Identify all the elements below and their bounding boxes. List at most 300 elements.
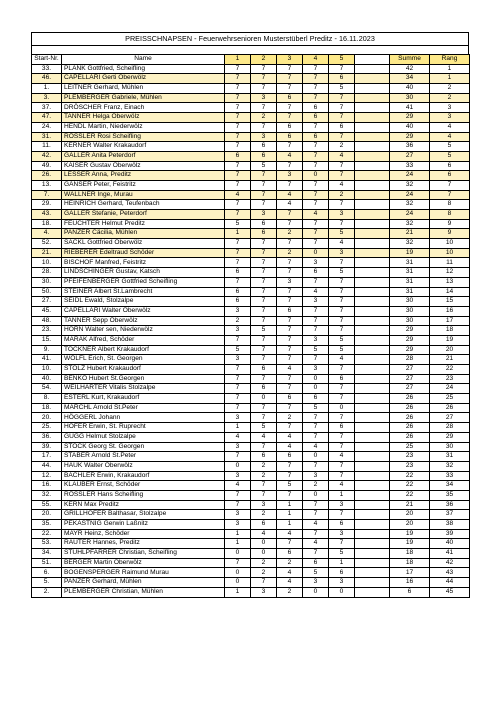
table-row [32, 239, 470, 249]
round-3-cell: 4 [277, 529, 303, 539]
table-row [32, 452, 470, 462]
start-number-cell: 53. [32, 539, 62, 549]
player-name-cell: PANZER Cäcilia, Mühlen [62, 229, 225, 239]
blank-cell [355, 64, 390, 74]
round-4-cell: 7 [303, 316, 329, 326]
player-name-cell: HENDL Martin, Niederwölz [62, 122, 225, 132]
rank-cell: 10 [430, 239, 470, 249]
rank-cell: 16 [430, 306, 470, 316]
round-4-cell: 6 [303, 558, 329, 568]
round-5-cell: 7 [329, 384, 355, 394]
round-5-cell: 6 [329, 568, 355, 578]
blank-cell [355, 471, 390, 481]
round-2-cell: 6 [251, 365, 277, 375]
round-5-cell: 7 [329, 113, 355, 123]
sum-cell: 26 [390, 413, 430, 423]
round-4-cell: 6 [303, 132, 329, 142]
table-row [32, 529, 470, 539]
player-name-cell: CAPELLARI Gerti Oberwölz [62, 74, 225, 84]
rank-cell: 1 [430, 74, 470, 84]
sum-cell: 31 [390, 287, 430, 297]
round-3-cell: 7 [277, 84, 303, 94]
sum-cell: 29 [390, 345, 430, 355]
start-number-cell: 34. [32, 549, 62, 559]
blank-cell [355, 306, 390, 316]
round-4-cell: 7 [303, 64, 329, 74]
blank-cell [355, 384, 390, 394]
round-4-cell: 6 [303, 103, 329, 113]
table-row [32, 180, 470, 190]
table-row [32, 394, 470, 404]
start-number-cell: 49. [32, 161, 62, 171]
round-4-cell: 2 [303, 481, 329, 491]
rank-cell: 34 [430, 481, 470, 491]
start-number-cell: 41. [32, 355, 62, 365]
player-name-cell: PLEMBERGER Gabriele, Mühlen [62, 93, 225, 103]
start-number-cell: 27. [32, 297, 62, 307]
round-4-cell: 7 [303, 151, 329, 161]
player-name-cell: RAUTER Hannes, Preditz [62, 539, 225, 549]
table-row [32, 326, 470, 336]
start-number-cell: 46. [32, 74, 62, 84]
round-2-cell: 5 [251, 423, 277, 433]
round-1-cell: 7 [225, 490, 251, 500]
rank-cell: 4 [430, 132, 470, 142]
sum-cell: 42 [390, 64, 430, 74]
start-number-cell: 36. [32, 432, 62, 442]
round-5-cell: 7 [329, 471, 355, 481]
table-row [32, 287, 470, 297]
round-1-cell: 7 [225, 403, 251, 413]
round-2-cell: 7 [251, 277, 277, 287]
player-name-cell: PFEIFENBERGER Gottfried Scheifling [62, 277, 225, 287]
round-2-cell: 7 [251, 64, 277, 74]
round-2-cell: 3 [251, 500, 277, 510]
start-number-cell: 45. [32, 306, 62, 316]
start-number-cell: 8. [32, 394, 62, 404]
round-1-cell: 7 [225, 452, 251, 462]
start-number-cell: 25. [32, 423, 62, 433]
round-5-cell: 7 [329, 103, 355, 113]
round-4-cell: 7 [303, 306, 329, 316]
round-3-cell: 6 [277, 132, 303, 142]
sum-cell: 29 [390, 335, 430, 345]
blank-cell [355, 587, 390, 597]
table-row [32, 297, 470, 307]
round-1-cell: 1 [225, 539, 251, 549]
round-2-cell: 0 [251, 549, 277, 559]
player-name-cell: GUGG Helmut Stolzalpe [62, 432, 225, 442]
start-number-cell: 47. [32, 113, 62, 123]
round-5-cell: 7 [329, 413, 355, 423]
blank-cell [355, 297, 390, 307]
round-4-cell: 0 [303, 490, 329, 500]
round-4-cell: 3 [303, 578, 329, 588]
blank-cell [355, 345, 390, 355]
sum-cell: 26 [390, 403, 430, 413]
round-5-cell: 7 [329, 539, 355, 549]
rank-cell: 9 [430, 219, 470, 229]
round-3-cell: 7 [277, 461, 303, 471]
round-5-cell: 7 [329, 200, 355, 210]
round-5-cell: 4 [329, 452, 355, 462]
table-row [32, 403, 470, 413]
round-2-cell: 3 [251, 587, 277, 597]
sum-cell: 24 [390, 190, 430, 200]
round-5-cell: 7 [329, 93, 355, 103]
round-5-cell: 0 [329, 403, 355, 413]
blank-cell [355, 432, 390, 442]
table-row [32, 200, 470, 210]
round-1-cell: 7 [225, 210, 251, 220]
round-2-cell: 7 [251, 345, 277, 355]
blank-cell [355, 103, 390, 113]
round-5-cell: 0 [329, 587, 355, 597]
round-3-cell: 4 [277, 190, 303, 200]
start-number-cell: 9. [32, 345, 62, 355]
sum-cell: 36 [390, 142, 430, 152]
sum-cell: 30 [390, 316, 430, 326]
rank-cell: 11 [430, 258, 470, 268]
round-4-cell: 3 [303, 365, 329, 375]
rank-cell: 14 [430, 287, 470, 297]
player-name-cell: DRÖSCHER Franz, Einach [62, 103, 225, 113]
player-name-cell: PLANK Gottfried, Scheifling [62, 64, 225, 74]
table-row [32, 345, 470, 355]
rank-cell: 1 [430, 64, 470, 74]
rank-cell: 5 [430, 151, 470, 161]
blank-cell [355, 122, 390, 132]
start-number-cell: 6. [32, 568, 62, 578]
round-2-cell: 3 [251, 93, 277, 103]
round-1-cell: 7 [225, 103, 251, 113]
table-row [32, 190, 470, 200]
round-3-cell: 1 [277, 520, 303, 530]
round-3-cell: 3 [277, 171, 303, 181]
round-1-cell: 0 [225, 549, 251, 559]
player-name-cell: RIEBERER Edeltraud Schöder [62, 248, 225, 258]
player-name-cell: GÄNSER Peter, Feistritz [62, 180, 225, 190]
start-number-cell: 54. [32, 384, 62, 394]
round-4-cell: 4 [303, 539, 329, 549]
round-3-cell: 4 [277, 200, 303, 210]
round-1-cell: 1 [225, 587, 251, 597]
round-3-cell: 7 [277, 180, 303, 190]
round-2-cell: 2 [251, 568, 277, 578]
table-row [32, 74, 470, 84]
header-round-1: 1 [225, 55, 251, 65]
sum-cell: 34 [390, 74, 430, 84]
round-5-cell: 7 [329, 297, 355, 307]
round-3-cell: 7 [277, 316, 303, 326]
round-4-cell: 5 [303, 345, 329, 355]
table-row [32, 122, 470, 132]
round-5-cell: 5 [329, 84, 355, 94]
round-3-cell: 7 [277, 113, 303, 123]
round-3-cell: 7 [277, 423, 303, 433]
header-blank [355, 55, 390, 65]
player-name-cell: GALLER Stefanie, Peterdorf [62, 210, 225, 220]
sum-cell: 40 [390, 122, 430, 132]
round-4-cell: 7 [303, 461, 329, 471]
player-name-cell: BENKÖ Hubert St.Georgen [62, 374, 225, 384]
start-number-cell: 7. [32, 190, 62, 200]
blank-cell [355, 394, 390, 404]
sum-cell: 24 [390, 210, 430, 220]
player-name-cell: LEITNER Gerhard, Mühlen [62, 84, 225, 94]
player-name-cell: TANNER Helga Oberwölz [62, 113, 225, 123]
sum-cell: 27 [390, 384, 430, 394]
header-round-3: 3 [277, 55, 303, 65]
blank-cell [355, 287, 390, 297]
sum-cell: 27 [390, 365, 430, 375]
rank-cell: 15 [430, 297, 470, 307]
round-3-cell: 7 [277, 161, 303, 171]
blank-cell [355, 132, 390, 142]
sum-cell: 22 [390, 490, 430, 500]
player-name-cell: KERN Max Preditz [62, 500, 225, 510]
table-row [32, 365, 470, 375]
sum-cell: 29 [390, 132, 430, 142]
sum-cell: 22 [390, 481, 430, 491]
round-1-cell: 7 [225, 365, 251, 375]
round-2-cell: 7 [251, 287, 277, 297]
round-4-cell: 7 [303, 74, 329, 84]
blank-cell [355, 200, 390, 210]
round-4-cell: 7 [303, 239, 329, 249]
player-name-cell: BACHLER Erwin, Krakaudorf [62, 471, 225, 481]
round-3-cell: 2 [277, 413, 303, 423]
round-5-cell: 6 [329, 423, 355, 433]
round-4-cell: 0 [303, 248, 329, 258]
sum-cell: 31 [390, 277, 430, 287]
round-5-cell: 7 [329, 64, 355, 74]
start-number-cell: 20. [32, 413, 62, 423]
player-name-cell: GALLER Anita Peterdorf [62, 151, 225, 161]
round-5-cell: 7 [329, 287, 355, 297]
start-number-cell: 26. [32, 171, 62, 181]
rank-cell: 3 [430, 113, 470, 123]
rank-cell: 32 [430, 461, 470, 471]
page-title: PREISSCHNAPSEN - Feuerwehrsenioren Musterstüberl Preditz - 16.11.2023 [31, 32, 469, 45]
round-2-cell: 7 [251, 306, 277, 316]
round-3-cell: 7 [277, 219, 303, 229]
rank-cell: 7 [430, 190, 470, 200]
round-4-cell: 5 [303, 568, 329, 578]
round-3-cell: 7 [277, 239, 303, 249]
round-1-cell: 1 [225, 229, 251, 239]
round-2-cell: 7 [251, 481, 277, 491]
round-1-cell: 6 [225, 268, 251, 278]
round-2-cell: 7 [251, 171, 277, 181]
round-2-cell: 4 [251, 432, 277, 442]
round-2-cell: 7 [251, 248, 277, 258]
start-number-cell: 13. [32, 180, 62, 190]
table-row [32, 248, 470, 258]
round-5-cell: 3 [329, 500, 355, 510]
round-5-cell: 7 [329, 461, 355, 471]
round-5-cell: 7 [329, 442, 355, 452]
rank-cell: 45 [430, 587, 470, 597]
round-4-cell: 7 [303, 200, 329, 210]
round-3-cell: 2 [277, 229, 303, 239]
sum-cell: 26 [390, 432, 430, 442]
rank-cell: 6 [430, 161, 470, 171]
start-number-cell: 22. [32, 529, 62, 539]
round-4-cell: 7 [303, 529, 329, 539]
round-2-cell: 7 [251, 258, 277, 268]
start-number-cell: 37. [32, 103, 62, 113]
rank-cell: 35 [430, 490, 470, 500]
table-row [32, 142, 470, 152]
rank-cell: 2 [430, 84, 470, 94]
start-number-cell: 18. [32, 219, 62, 229]
player-name-cell: ESTERL Kurt, Krakaudorf [62, 394, 225, 404]
round-1-cell: 7 [225, 180, 251, 190]
rank-cell: 10 [430, 248, 470, 258]
table-row [32, 258, 470, 268]
start-number-cell: 50. [32, 287, 62, 297]
round-5-cell: 6 [329, 374, 355, 384]
start-number-cell: 12. [32, 471, 62, 481]
round-5-cell: 4 [329, 180, 355, 190]
sum-cell: 31 [390, 268, 430, 278]
player-name-cell: STOCK Georg St. Georgen [62, 442, 225, 452]
round-3-cell: 4 [277, 568, 303, 578]
blank-cell [355, 539, 390, 549]
table-row [32, 355, 470, 365]
sum-cell: 32 [390, 180, 430, 190]
round-5-cell: 7 [329, 365, 355, 375]
player-name-cell: HOFER Erwin, St. Ruprecht [62, 423, 225, 433]
round-2-cell: 7 [251, 122, 277, 132]
round-2-cell: 2 [251, 113, 277, 123]
sum-cell: 19 [390, 529, 430, 539]
blank-cell [355, 326, 390, 336]
sum-cell: 18 [390, 549, 430, 559]
blank-cell [355, 461, 390, 471]
round-2-cell: 7 [251, 316, 277, 326]
round-4-cell: 7 [303, 84, 329, 94]
round-5-cell: 7 [329, 171, 355, 181]
table-row [32, 568, 470, 578]
sum-cell: 21 [390, 500, 430, 510]
round-2-cell: 7 [251, 335, 277, 345]
player-name-cell: BISCHOF Manfred, Feistritz [62, 258, 225, 268]
round-1-cell: 7 [225, 335, 251, 345]
sum-cell: 19 [390, 539, 430, 549]
round-2-cell: 7 [251, 413, 277, 423]
blank-cell [355, 151, 390, 161]
round-4-cell: 7 [303, 500, 329, 510]
table-row [32, 229, 470, 239]
round-2-cell: 7 [251, 200, 277, 210]
round-1-cell: 7 [225, 74, 251, 84]
sum-cell: 31 [390, 258, 430, 268]
round-2-cell: 7 [251, 103, 277, 113]
round-4-cell: 7 [303, 432, 329, 442]
round-5-cell: 3 [329, 578, 355, 588]
round-3-cell: 7 [277, 64, 303, 74]
table-row [32, 374, 470, 384]
round-1-cell: 3 [225, 442, 251, 452]
start-number-cell: 21. [32, 248, 62, 258]
round-1-cell: 7 [225, 394, 251, 404]
round-4-cell: 3 [303, 258, 329, 268]
round-3-cell: 7 [277, 268, 303, 278]
start-number-cell: 42. [32, 151, 62, 161]
round-2-cell: 7 [251, 268, 277, 278]
start-number-cell: 4. [32, 229, 62, 239]
player-name-cell: PANZER Gerhard, Mühlen [62, 578, 225, 588]
round-2-cell: 4 [251, 529, 277, 539]
round-2-cell: 2 [251, 558, 277, 568]
header-round-2: 2 [251, 55, 277, 65]
start-number-cell: 40. [32, 374, 62, 384]
sum-cell: 32 [390, 239, 430, 249]
round-1-cell: 1 [225, 529, 251, 539]
start-number-cell: 17. [32, 452, 62, 462]
round-3-cell: 4 [277, 432, 303, 442]
round-4-cell: 3 [303, 471, 329, 481]
round-1-cell: 7 [225, 239, 251, 249]
player-name-cell: HÖGGERL Johann [62, 413, 225, 423]
results-body [32, 64, 470, 597]
player-name-cell: SACKL Gottfried Oberwölz [62, 239, 225, 249]
header-round-5: 5 [329, 55, 355, 65]
sum-cell: 28 [390, 355, 430, 365]
round-5-cell: 7 [329, 277, 355, 287]
table-row [32, 210, 470, 220]
table-row [32, 413, 470, 423]
round-3-cell: 6 [277, 306, 303, 316]
table-row [32, 103, 470, 113]
start-number-cell: 44. [32, 461, 62, 471]
round-2-cell: 7 [251, 239, 277, 249]
blank-cell [355, 374, 390, 384]
player-name-cell: HORN Walter sen, Niederwölz [62, 326, 225, 336]
round-5-cell: 7 [329, 132, 355, 142]
round-2-cell: 6 [251, 384, 277, 394]
blank-cell [355, 258, 390, 268]
table-row [32, 93, 470, 103]
round-5-cell: 7 [329, 510, 355, 520]
rank-cell: 20 [430, 345, 470, 355]
round-2-cell: 7 [251, 297, 277, 307]
table-row [32, 423, 470, 433]
header-round-4: 4 [303, 55, 329, 65]
table-row [32, 500, 470, 510]
rank-cell: 6 [430, 171, 470, 181]
rank-cell: 29 [430, 432, 470, 442]
round-4-cell: 7 [303, 355, 329, 365]
blank-cell [355, 423, 390, 433]
rank-cell: 31 [430, 452, 470, 462]
rank-cell: 18 [430, 326, 470, 336]
rank-cell: 41 [430, 549, 470, 559]
rank-cell: 38 [430, 520, 470, 530]
player-name-cell: HAUK Walter Oberwölz [62, 461, 225, 471]
rank-cell: 17 [430, 316, 470, 326]
round-2-cell: 6 [251, 452, 277, 462]
round-1-cell: 3 [225, 355, 251, 365]
sum-cell: 23 [390, 461, 430, 471]
rank-cell: 23 [430, 374, 470, 384]
table-row [32, 277, 470, 287]
round-4-cell: 7 [303, 161, 329, 171]
round-1-cell: 6 [225, 297, 251, 307]
round-2-cell: 7 [251, 355, 277, 365]
